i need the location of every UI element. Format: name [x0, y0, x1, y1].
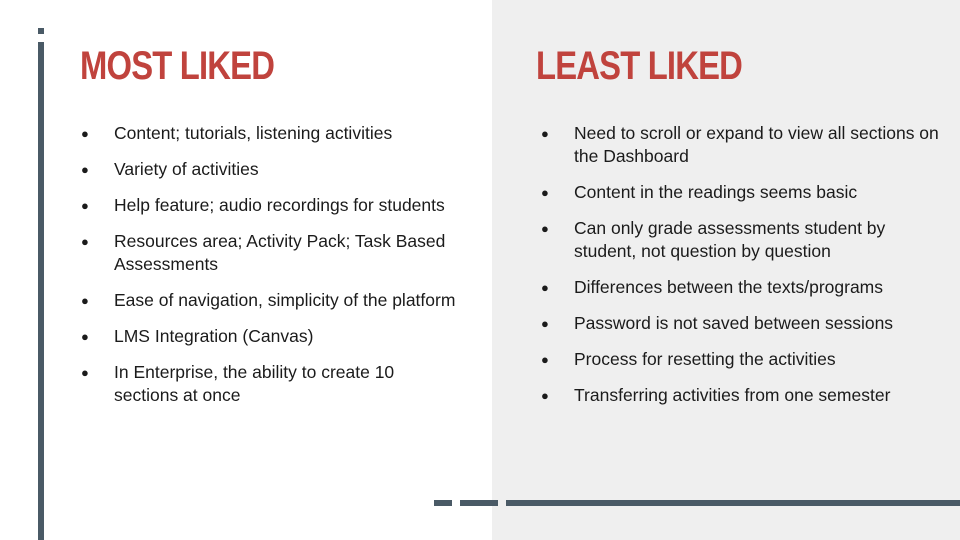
most-liked-item-text: Resources area; Activity Pack; Task Based Assessments [114, 231, 446, 274]
bullet-icon: ● [81, 329, 89, 344]
least-liked-item-text: Need to scroll or expand to view all sections on the Dashboard [574, 123, 939, 166]
bullet-icon: ● [541, 126, 549, 141]
bullet-icon: ● [541, 316, 549, 331]
most-liked-item [80, 194, 460, 217]
bullet-icon: ● [81, 198, 89, 213]
bullet-icon: ● [81, 293, 89, 308]
most-liked-item [80, 158, 460, 181]
least-liked-item-text: Transferring activities from one semester [574, 385, 891, 405]
most-liked-item [80, 361, 460, 407]
least-liked-item-text: Process for resetting the activities [574, 349, 836, 369]
least-liked-item [540, 312, 950, 335]
most-liked-item-text: Content; tutorials, listening activities [114, 123, 393, 143]
most-liked-item [80, 325, 460, 348]
least-liked-item [540, 217, 950, 263]
bullet-icon: ● [541, 388, 549, 403]
most-liked-item-text: Variety of activities [114, 159, 259, 179]
least-liked-item-text: Can only grade assessments student by student, not question by question [574, 218, 886, 261]
decorative-dash-segment [434, 500, 452, 506]
least-liked-item-text: Content in the readings seems basic [574, 182, 858, 202]
bullet-icon: ● [81, 365, 89, 380]
least-liked-item [540, 181, 950, 204]
bullet-icon: ● [81, 162, 89, 177]
least-liked-item [540, 384, 950, 407]
most-liked-item [80, 289, 460, 312]
most-liked-list [80, 122, 460, 420]
least-liked-item-text: Password is not saved between sessions [574, 313, 894, 333]
decorative-vertical-bar [38, 42, 44, 540]
bullet-icon: ● [541, 280, 549, 295]
decorative-dash-segment [460, 500, 498, 506]
most-liked-item-text: LMS Integration (Canvas) [114, 326, 314, 346]
least-liked-heading: LEAST LIKED [536, 44, 743, 88]
least-liked-item-text: Differences between the texts/programs [574, 277, 884, 297]
most-liked-item-text: Ease of navigation, simplicity of the platform [114, 290, 456, 310]
most-liked-heading: MOST LIKED [80, 44, 275, 88]
bullet-icon: ● [541, 221, 549, 236]
bullet-icon: ● [81, 126, 89, 141]
least-liked-item [540, 122, 950, 168]
least-liked-item [540, 276, 950, 299]
bullet-icon: ● [81, 234, 89, 249]
most-liked-item-text: Help feature; audio recordings for students [114, 195, 445, 215]
most-liked-item [80, 122, 460, 145]
decorative-horizontal-bar [506, 500, 960, 506]
bullet-icon: ● [541, 352, 549, 367]
most-liked-item [80, 230, 460, 276]
bullet-icon: ● [541, 185, 549, 200]
least-liked-item [540, 348, 950, 371]
least-liked-list [540, 122, 950, 420]
most-liked-item-text: In Enterprise, the ability to create 10 sections at once [114, 362, 395, 405]
decorative-square [38, 28, 44, 34]
